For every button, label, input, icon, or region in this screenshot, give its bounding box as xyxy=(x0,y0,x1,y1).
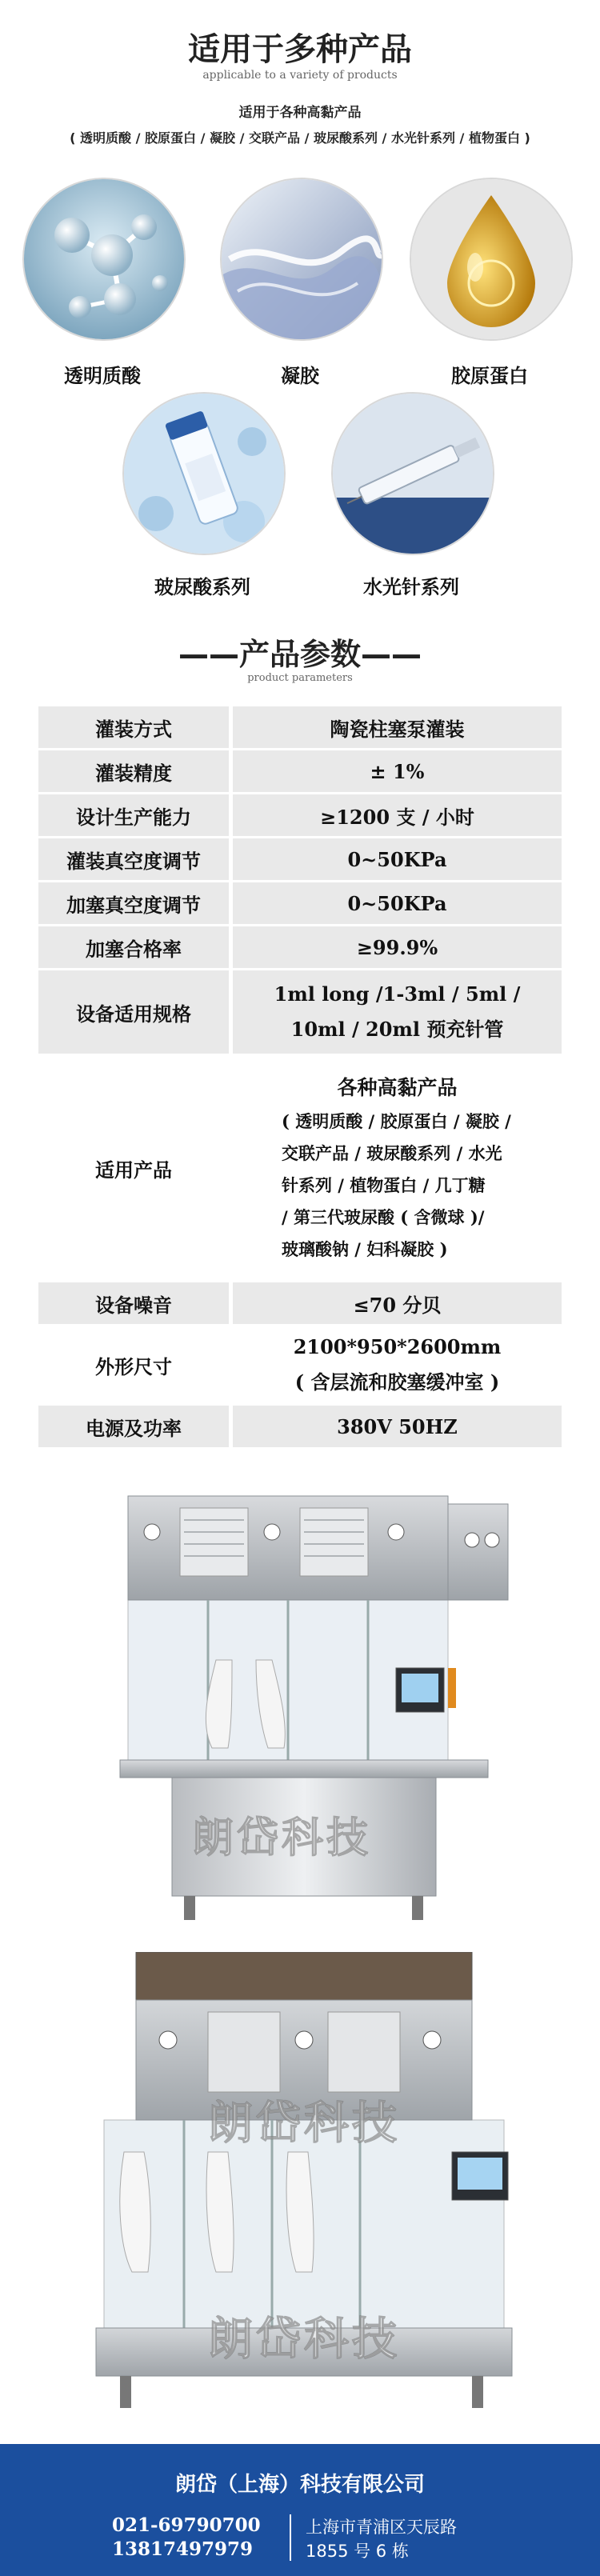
spec-key: 加塞合格率 xyxy=(38,926,233,968)
params-title: ——产品参数—— xyxy=(178,637,422,672)
gel-image xyxy=(220,178,383,341)
product-label: 凝胶 xyxy=(281,365,319,387)
spec-value-head: 各种高黏产品 xyxy=(337,1076,458,1099)
spec-value: ≥99.9% xyxy=(233,926,562,968)
spec-value: 0~50KPa xyxy=(233,882,562,924)
water-light-needle-image xyxy=(331,392,494,555)
spec-key: 灌装真空度调节 xyxy=(38,838,233,880)
spec-value-line: 2100*950*2600mm xyxy=(293,1335,502,1358)
watermark: 朗岱科技 xyxy=(208,2313,400,2366)
spec-value: ≤70 分贝 xyxy=(233,1282,562,1324)
table-row xyxy=(38,882,562,924)
filling-machine-image xyxy=(88,1952,536,2416)
spec-value-line: 交联产品 / 玻尿酸系列 / 水光 xyxy=(282,1143,502,1163)
product-label: 玻尿酸系列 xyxy=(154,576,250,598)
spec-value xyxy=(233,1056,562,1280)
spec-key: 灌装方式 xyxy=(38,706,233,748)
spec-value xyxy=(233,1326,562,1403)
hyaluronic-acid-image xyxy=(22,178,186,341)
footer xyxy=(0,2444,600,2576)
spec-value: ± 1% xyxy=(233,750,562,792)
watermark: 朗岱科技 xyxy=(192,1814,372,1862)
spec-key: 电源及功率 xyxy=(38,1406,233,1447)
spec-key: 加塞真空度调节 xyxy=(38,882,233,924)
collagen-image xyxy=(410,178,573,341)
spec-value-line: ( 透明质酸 / 胶原蛋白 / 凝胶 / xyxy=(282,1111,511,1131)
intro-line-2: ( 透明质酸 / 胶原蛋白 / 凝胶 / 交联产品 / 玻尿酸系列 / 水光针系列 / 植物蛋白 ) xyxy=(70,130,530,146)
table-row xyxy=(38,706,562,748)
phone-number: 021-69790700 xyxy=(112,2514,261,2536)
spec-key: 灌装精度 xyxy=(38,750,233,792)
section-title: 适用于多种产品 xyxy=(188,31,412,68)
spec-value: 0~50KPa xyxy=(233,838,562,880)
spec-value-line: 10ml / 20ml 预充针管 xyxy=(290,1018,504,1041)
table-row xyxy=(38,926,562,968)
spec-key: 适用产品 xyxy=(38,1056,233,1280)
spec-value xyxy=(233,970,562,1054)
table-row xyxy=(38,750,562,792)
intro-line-1: 适用于各种高黏产品 xyxy=(238,105,362,121)
spec-key: 设备噪音 xyxy=(38,1282,233,1324)
address-line: 1855 号 6 栋 xyxy=(306,2542,409,2561)
footer-divider xyxy=(290,2514,291,2561)
spec-value: 陶瓷柱塞泵灌装 xyxy=(233,706,562,748)
spec-value: 380V 50HZ xyxy=(233,1406,562,1447)
spec-table xyxy=(38,704,562,1450)
table-row xyxy=(38,1326,562,1403)
section-subtitle-en: applicable to a variety of products xyxy=(202,69,398,82)
watermark: 朗岱科技 xyxy=(208,2097,400,2150)
filling-machine-image xyxy=(96,1484,512,1932)
spec-key: 设备适用规格 xyxy=(38,970,233,1054)
product-label: 胶原蛋白 xyxy=(451,365,528,387)
spec-key: 设计生产能力 xyxy=(38,794,233,836)
spec-value-line: 玻璃酸钠 / 妇科凝胶 ) xyxy=(282,1239,448,1259)
table-row xyxy=(38,1282,562,1324)
spec-value-line: / 第三代玻尿酸 ( 含微球 )/ xyxy=(282,1207,485,1227)
spec-value-line: ( 含层流和胶塞缓冲室 ) xyxy=(294,1370,500,1394)
table-row xyxy=(38,970,562,1054)
spec-value-line: 1ml long /1-3ml / 5ml / xyxy=(274,982,521,1006)
address-line: 上海市青浦区天辰路 xyxy=(306,2518,457,2537)
hyaluronic-series-image xyxy=(122,392,286,555)
table-row xyxy=(38,1406,562,1447)
table-row xyxy=(38,1056,562,1280)
spec-value: ≥1200 支 / 小时 xyxy=(233,794,562,836)
product-label: 水光针系列 xyxy=(363,576,459,598)
product-label: 透明质酸 xyxy=(64,365,141,387)
spec-key: 外形尺寸 xyxy=(38,1326,233,1403)
phone-number: 13817497979 xyxy=(112,2538,254,2560)
table-row xyxy=(38,838,562,880)
params-subtitle-en: product parameters xyxy=(247,672,353,684)
spec-value-line: 针系列 / 植物蛋白 / 几丁糖 xyxy=(282,1175,486,1195)
company-name: 朗岱（上海）科技有限公司 xyxy=(174,2473,425,2497)
table-row xyxy=(38,794,562,836)
